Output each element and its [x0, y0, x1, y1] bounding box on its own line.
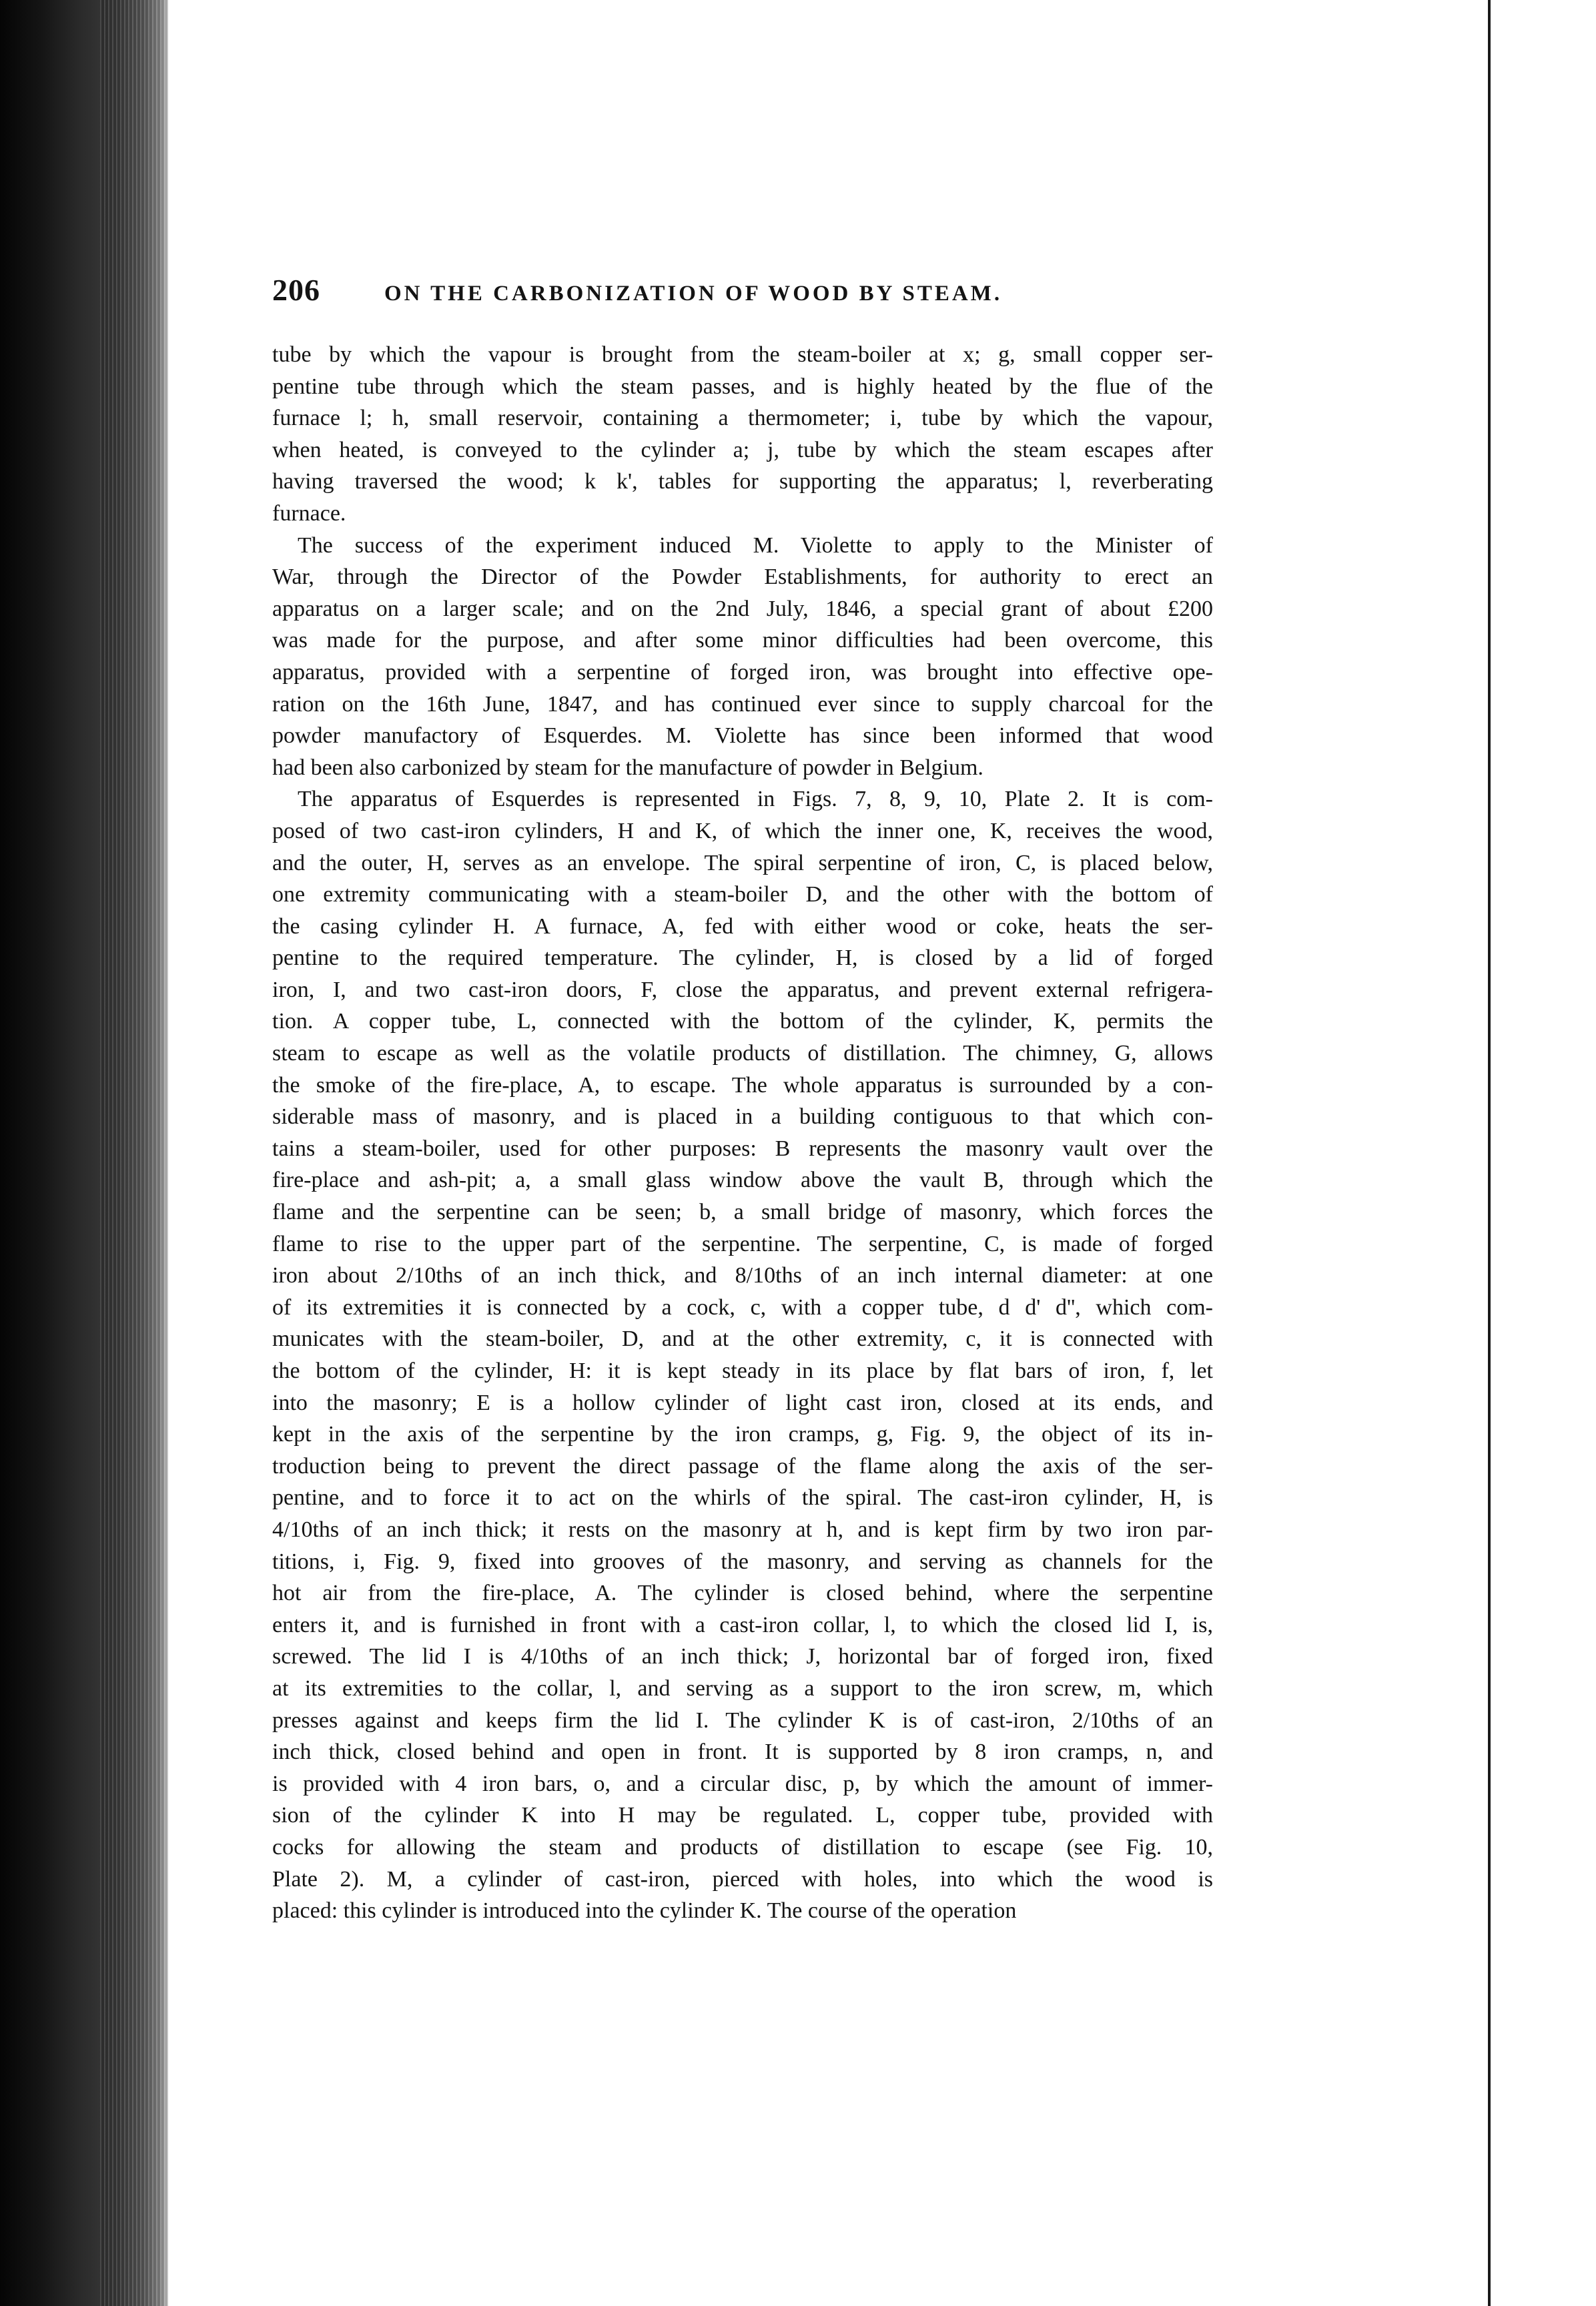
text-line: presses against and keeps firm the lid I. The cylinder K is of cast-iron, 2/10ths of an	[272, 1707, 1213, 1733]
text-line: ration on the 16th June, 1847, and has continued ever since to supply charcoal for the	[272, 691, 1213, 717]
text-line: was made for the purpose, and after some minor difficulties had been overcome, this	[272, 628, 1213, 653]
text-line: when heated, is conveyed to the cylinder a; j, tube by which the steam escapes after	[272, 437, 1213, 462]
text-line: Plate 2). M, a cylinder of cast-iron, pierced with holes, into which the wood is	[272, 1866, 1213, 1892]
running-header	[272, 272, 1213, 319]
text-line: 4/10ths of an inch thick; it rests on the masonry at h, and is kept firm by two iron par-	[272, 1517, 1213, 1542]
text-line: furnace l; h, small reservoir, containing a thermometer; i, tube by which the vapour,	[272, 406, 1213, 431]
text-line: iron about 2/10ths of an inch thick, and 8/10ths of an inch internal diameter: at one	[272, 1263, 1213, 1288]
text-line: fire-place and ash-pit; a, a small glass window above the vault B, through which the	[272, 1168, 1213, 1193]
text-line: is provided with 4 iron bars, o, and a circular disc, p, by which the amount of immer-	[272, 1771, 1213, 1796]
paragraph	[272, 339, 1213, 530]
text-line: sion of the cylinder K into H may be regulated. L, copper tube, provided with	[272, 1803, 1213, 1828]
text-line: and the outer, H, serves as an envelope. The spiral serpentine of iron, C, is placed below,	[272, 850, 1213, 875]
text-line: The success of the experiment induced M. Violette to apply to the Minister of	[298, 532, 1213, 558]
text-line: the casing cylinder H. A furnace, A, fed with either wood or coke, heats the ser-	[272, 913, 1213, 939]
text-line: apparatus on a larger scale; and on the 2nd July, 1846, a special grant of about £200	[272, 596, 1213, 621]
text-line: flame to rise to the upper part of the serpentine. The serpentine, C, is made of forged	[272, 1231, 1213, 1256]
body-text	[272, 339, 1213, 1927]
running-title: ON THE CARBONIZATION OF WOOD BY STEAM.	[384, 282, 1003, 306]
text-line: hot air from the fire-place, A. The cylinder is closed behind, where the serpentine	[272, 1581, 1213, 1606]
text-line: furnace.	[272, 500, 346, 526]
text-line: titions, i, Fig. 9, fixed into grooves of the masonry, and serving as channels for the	[272, 1549, 1213, 1574]
text-line: one extremity communicating with a steam-boiler D, and the other with the bottom of	[272, 882, 1213, 907]
paragraph	[272, 530, 1213, 784]
text-line: powder manufactory of Esquerdes. M. Violette has since been informed that wood	[272, 723, 1213, 749]
text-line: posed of two cast-iron cylinders, H and K, of which the inner one, K, receives the wood,	[272, 818, 1213, 843]
text-line: The apparatus of Esquerdes is represented in Figs. 7, 8, 9, 10, Plate 2. It is com-	[298, 787, 1213, 812]
text-line: apparatus, provided with a serpentine of forged iron, was brought into effective ope-	[272, 659, 1213, 685]
text-line: into the masonry; E is a hollow cylinder of light cast iron, closed at its ends, and	[272, 1390, 1213, 1415]
facing-page-strip	[1491, 0, 1596, 2306]
text-line: having traversed the wood; k k', tables for supporting the apparatus; l, reverberating	[272, 469, 1213, 494]
text-line: cocks for allowing the steam and products of distillation to escape (see Fig. 10,	[272, 1834, 1213, 1860]
text-line: inch thick, closed behind and open in front. It is supported by 8 iron cramps, n, and	[272, 1740, 1213, 1765]
book-page-edges	[100, 0, 167, 2306]
paragraph	[272, 783, 1213, 1926]
text-line: steam to escape as well as the volatile products of distillation. The chimney, G, allows	[272, 1041, 1213, 1066]
text-line: enters it, and is furnished in front with a cast-iron collar, l, to which the closed lid I, is,	[272, 1612, 1213, 1637]
text-line: at its extremities to the collar, l, and serving as a support to the iron screw, m, which	[272, 1675, 1213, 1701]
text-line: tion. A copper tube, L, connected with the bottom of the cylinder, K, permits the	[272, 1009, 1213, 1034]
text-line: troduction being to prevent the direct passage of the flame along the axis of the ser-	[272, 1453, 1213, 1479]
text-line: the bottom of the cylinder, H: it is kept steady in its place by flat bars of iron, f, let	[272, 1359, 1213, 1383]
text-line: siderable mass of masonry, and is placed in a building contiguous to that which con-	[272, 1104, 1213, 1130]
text-line: screwed. The lid I is 4/10ths of an inch thick; J, horizontal bar of forged iron, fixed	[272, 1644, 1213, 1669]
page-number: 206	[272, 273, 320, 307]
text-line: War, through the Director of the Powder Establishments, for authority to erect an	[272, 564, 1213, 590]
text-line: tube by which the vapour is brought from the steam-boiler at x; g, small copper ser-	[272, 342, 1213, 367]
text-line: the smoke of the fire-place, A, to escape. The whole apparatus is surrounded by a con-	[272, 1072, 1213, 1098]
text-line: pentine to the required temperature. The cylinder, H, is closed by a lid of forged	[272, 945, 1213, 971]
text-line: pentine tube through which the steam passes, and is highly heated by the flue of the	[272, 374, 1213, 399]
text-line: placed: this cylinder is introduced into the cylinder K. The course of the operation	[272, 1898, 1017, 1924]
text-line: municates with the steam-boiler, D, and at the other extremity, c, it is connected with	[272, 1326, 1213, 1352]
text-line: iron, I, and two cast-iron doors, F, close the apparatus, and prevent external refrigera-	[272, 977, 1213, 1002]
text-line: kept in the axis of the serpentine by the iron cramps, g, Fig. 9, the object of its in-	[272, 1422, 1213, 1447]
text-line: tains a steam-boiler, used for other purposes: B represents the masonry vault over the	[272, 1136, 1213, 1161]
text-line: pentine, and to force it to act on the whirls of the spiral. The cast-iron cylinder, H, is	[272, 1485, 1213, 1511]
text-line: had been also carbonized by steam for the manufacture of powder in Belgium.	[272, 755, 983, 780]
text-line: flame and the serpentine can be seen; b, a small bridge of masonry, which forces the	[272, 1200, 1213, 1225]
text-line: of its extremities it is connected by a cock, c, with a copper tube, d d' d'', which com-	[272, 1294, 1213, 1320]
